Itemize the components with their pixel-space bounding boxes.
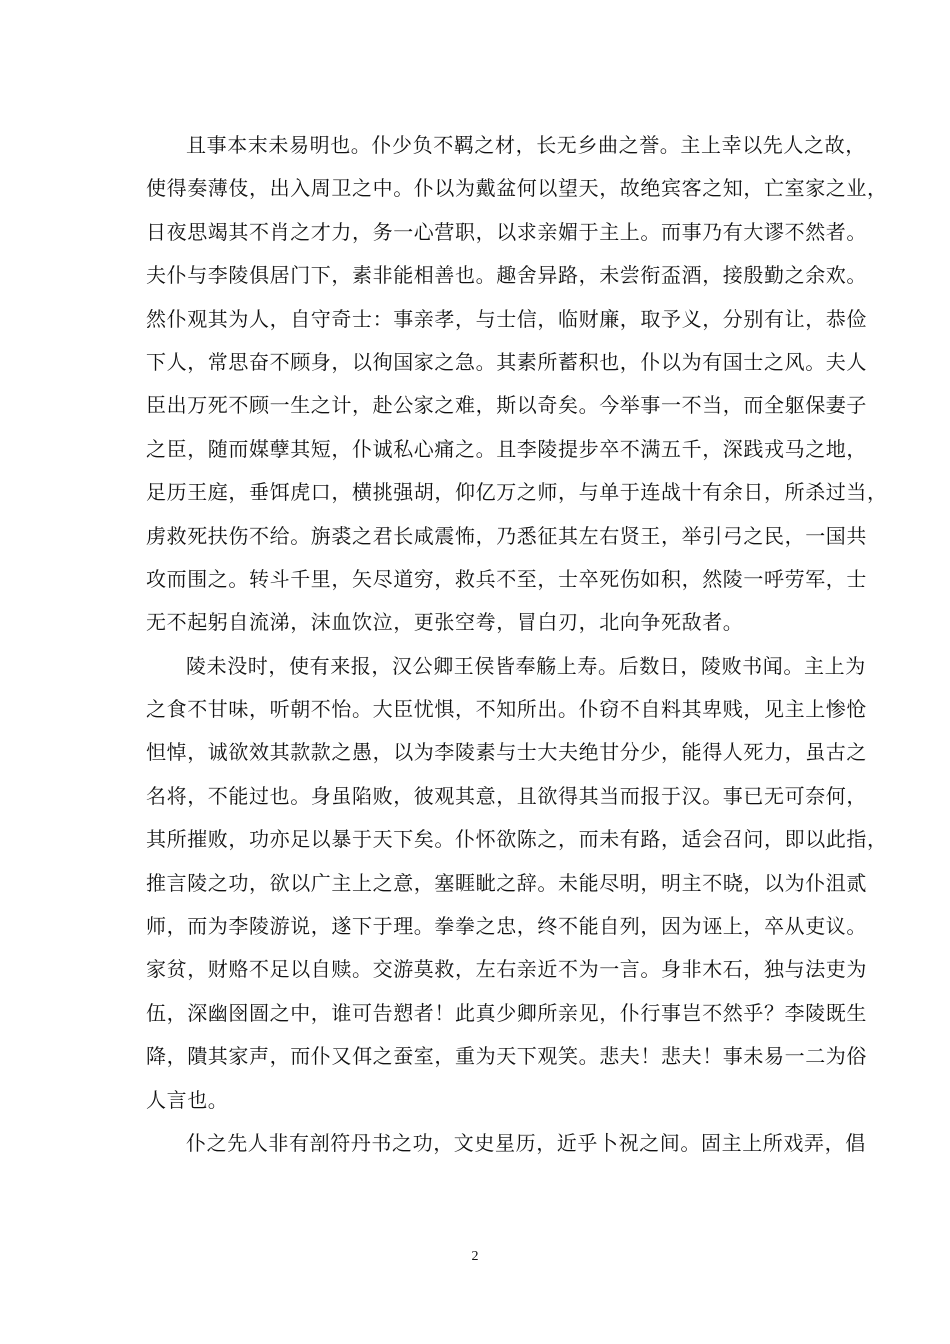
paragraph-2-line-8: 家贫，财赂不足以自赎。交游莫救，左右亲近不为一言。身非木石，独与法吏为	[146, 957, 867, 982]
paragraph-2-line-5: 其所摧败，功亦足以暴于天下矣。仆怀欲陈之，而未有路，适会召问，即以此指，	[146, 827, 888, 852]
paragraph-2-line-2: 之食不甘味，听朝不怡。大臣忧惧，不知所出。仆窃不自料其卑贱，见主上惨怆	[146, 697, 867, 722]
paragraph-2-line-11: 人言也。	[146, 1087, 229, 1112]
page-number: 2	[471, 1249, 479, 1264]
paragraph-1-line-12: 无不起躬自流涕，沫血饮泣，更张空弮，冒白刃，北向争死敌者。	[146, 610, 744, 635]
paragraph-2-line-1: 陵未没时，使有来报，汉公卿王侯皆奉觞上寿。后数日，陵败书闻。主上为	[186, 653, 866, 678]
paragraph-1-line-2: 使得奏薄伎，出入周卫之中。仆以为戴盆何以望天，故绝宾客之知，亡室家之业，	[146, 176, 888, 201]
paragraph-2-line-6: 推言陵之功，欲以广主上之意，塞睚眦之辞。未能尽明，明主不晓，以为仆沮贰	[146, 870, 867, 895]
paragraph-1-line-10: 虏救死扶伤不给。旃裘之君长咸震怖，乃悉征其左右贤王，举引弓之民，一国共	[146, 523, 867, 548]
paragraph-1-line-8: 之臣，随而媒孽其短，仆诚私心痛之。且李陵提步卒不满五千，深践戎马之地，	[146, 436, 867, 461]
paragraph-2-line-4: 名将，不能过也。身虽陷败，彼观其意，且欲得其当而报于汉。事已无可奈何，	[146, 783, 867, 808]
paragraph-1-line-4: 夫仆与李陵俱居门下，素非能相善也。趣舍异路，未尝衔盃酒，接殷勤之余欢。	[146, 263, 867, 288]
body-text	[146, 124, 888, 1165]
paragraph-1-line-7: 臣出万死不顾一生之计，赴公家之难，斯以奇矣。今举事一不当，而全躯保妻子	[146, 393, 867, 418]
paragraph-1-line-11: 攻而围之。转斗千里，矢尽道穷，救兵不至，士卒死伤如积，然陵一呼劳军，士	[146, 566, 867, 591]
paragraph-1-line-6: 下人，常思奋不顾身，以徇国家之急。其素所蓄积也，仆以为有国士之风。夫人	[146, 349, 867, 374]
paragraph-1-line-5: 然仆观其为人，自守奇士：事亲孝，与士信，临财廉，取予义，分别有让，恭俭	[146, 306, 867, 331]
paragraph-2-line-10: 降，隤其家声，而仆又佴之蚕室，重为天下观笑。悲夫！悲夫！事未易一二为俗	[146, 1044, 867, 1069]
paragraph-2-line-9: 伍，深幽囹圄之中，谁可告愬者！此真少卿所亲见，仆行事岂不然乎？李陵既生	[146, 1000, 867, 1025]
paragraph-3-line-1: 仆之先人非有剖符丹书之功，文史星历，近乎卜祝之间。固主上所戏弄，倡	[186, 1130, 866, 1155]
paragraph-2-line-3: 怛悼，诚欲效其款款之愚，以为李陵素与士大夫绝甘分少，能得人死力，虽古之	[146, 740, 867, 765]
paragraph-1-line-3: 日夜思竭其不肖之才力，务一心营职，以求亲媚于主上。而事乃有大谬不然者。	[146, 219, 867, 244]
paragraph-2-line-7: 师，而为李陵游说，遂下于理。拳拳之忠，终不能自列，因为诬上，卒从吏议。	[146, 914, 867, 939]
paragraph-1-line-9: 足历王庭，垂饵虎口，横挑强胡，仰亿万之师，与单于连战十有余日，所杀过当，	[146, 480, 888, 505]
paragraph-1-line-1: 且事本末未易明也。仆少负不羁之材，长无乡曲之誉。主上幸以先人之故，	[186, 133, 866, 157]
